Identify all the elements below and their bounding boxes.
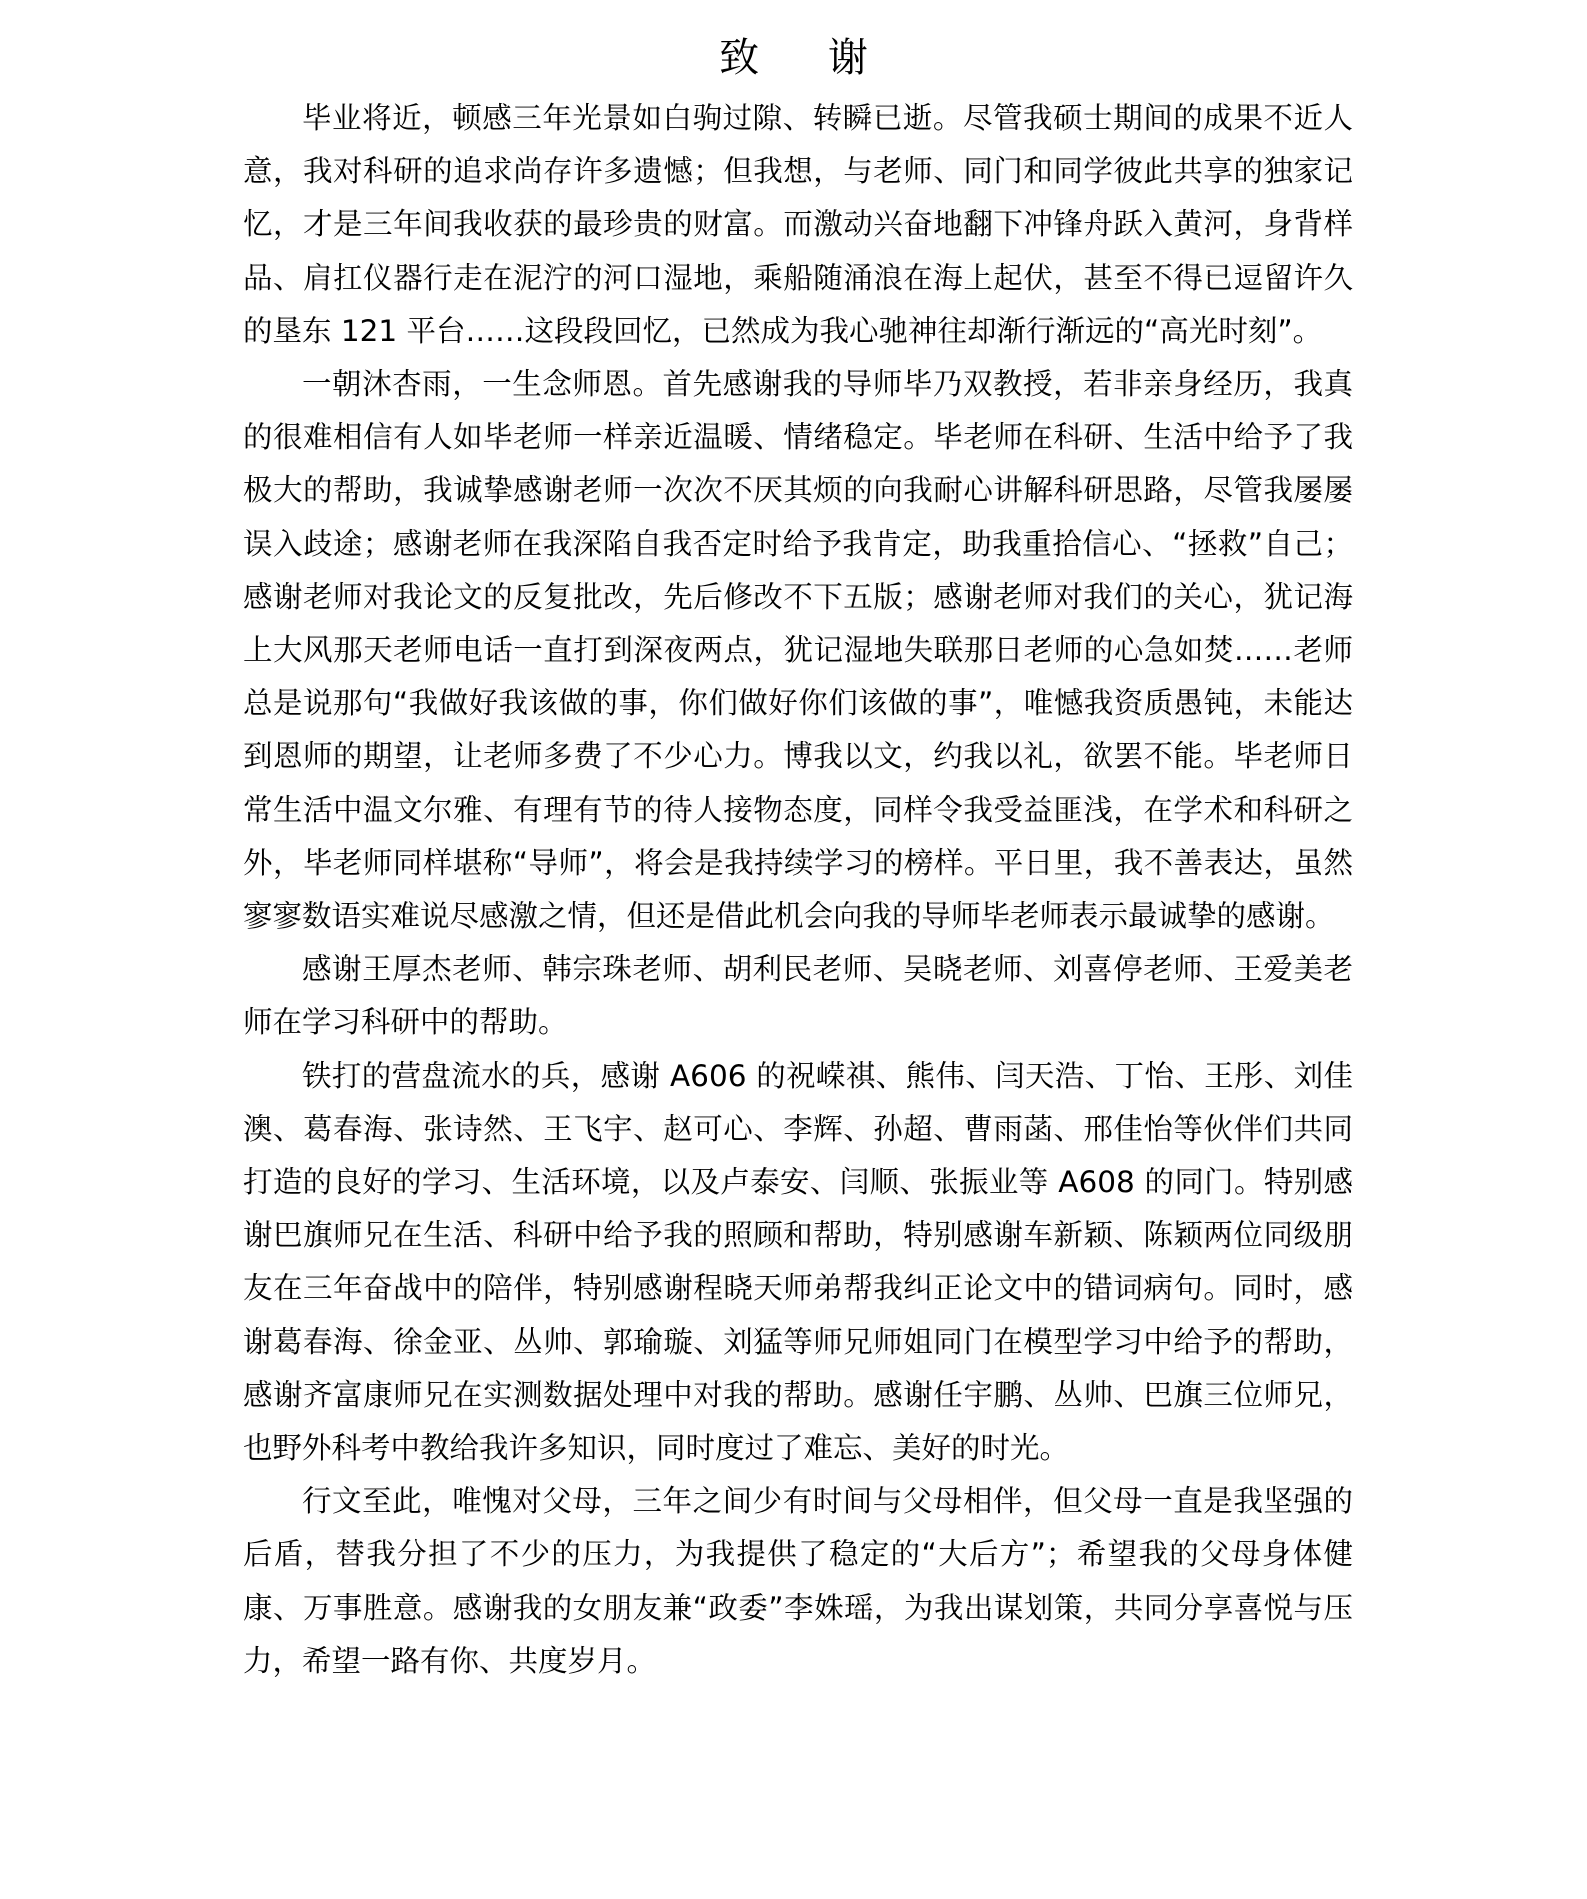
document-body (243, 92, 1353, 1688)
paragraph: 一朝沐杏雨，一生念师恩。首先感谢我的导师毕乃双教授，若非亲身经历，我真的很难相信有人如毕老师一样亲近温暖、情绪稳定。毕老师在科研、生活中给予了我极大的帮助，我诚挚感谢老师一次次不厌其烦的向我耐心讲解科研思路，尽管我屡屡误入歧途；感谢老师在我深陷自我否定时给予我肯定，助我重拾信心、“拯救”自己；感谢老师对我论文的反复批改，先后修改不下五版；感谢老师对我们的关心，犹记海上大风那天老师电话一直打到深夜两点，犹记湿地失联那日老师的心急如焚……老师总是说那句“我做好我该做的事，你们做好你们该做的事”，唯憾我资质愚钝，未能达到恩师的期望，让老师多费了不少心力。博我以文，约我以礼，欲罢不能。毕老师日常生活中温文尔雅、有理有节的待人接物态度，同样令我受益匪浅，在学术和科研之外，毕老师同样堪称“导师”，将会是我持续学习的榜样。平日里，我不善表达，虽然寥寥数语实难说尽感激之情，但还是借此机会向我的导师毕老师表示最诚挚的感谢。 (243, 367, 1353, 934)
page-title: 致 谢 (719, 35, 896, 81)
paragraph: 毕业将近，顿感三年光景如白驹过隙、转瞬已逝。尽管我硕士期间的成果不近人意，我对科研的追求尚存许多遗憾；但我想，与老师、同门和同学彼此共享的独家记忆，才是三年间我收获的最珍贵的财富。而激动兴奋地翻下冲锋舟跃入黄河，身背样品、肩扛仪器行走在泥泞的河口湿地，乘船随涌浪在海上起伏，甚至不得已逗留许久的垦东 121 平台……这段段回忆，已然成为我心驰神往却渐行渐远的“高光时刻”。 (243, 101, 1353, 348)
paragraph: 行文至此，唯愧对父母，三年之间少有时间与父母相伴，但父母一直是我坚强的后盾，替我分担了不少的压力，为我提供了稳定的“大后方”；希望我的父母身体健康、万事胜意。感谢我的女朋友兼“政委”李姝瑶，为我出谋划策，共同分享喜悦与压力，希望一路有你、共度岁月。 (243, 1484, 1353, 1678)
paragraph: 感谢王厚杰老师、韩宗珠老师、胡利民老师、吴晓老师、刘喜停老师、王爱美老师在学习科研中的帮助。 (243, 952, 1353, 1040)
paragraph: 铁打的营盘流水的兵，感谢 A606 的祝嵘祺、熊伟、闫天浩、丁怡、王彤、刘佳澳、葛春海、张诗然、王飞宇、赵可心、李辉、孙超、曹雨菡、邢佳怡等伙伴们共同打造的良好的学习、生活环境，以及卢泰安、闫顺、张振业等 A608 的同门。特别感谢巴旗师兄在生活、科研中给予我的照顾和帮助，特别感谢车新颖、陈颖两位同级朋友在三年奋战中的陪伴，特别感谢程晓天师弟帮我纠正论文中的错词病句。同时，感谢葛春海、徐金亚、丛帅、郭瑜璇、刘猛等师兄师姐同门在模型学习中给予的帮助，感谢齐富康师兄在实测数据处理中对我的帮助。感谢任宇鹏、丛帅、巴旗三位师兄，也野外科考中教给我许多知识，同时度过了难忘、美好的时光。 (243, 1058, 1353, 1466)
